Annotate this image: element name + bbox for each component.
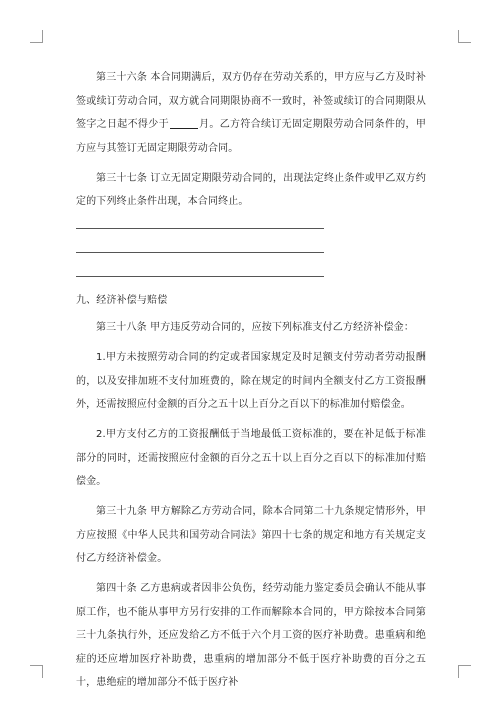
section-heading-9: 九、经济补偿与赔偿 bbox=[76, 294, 168, 306]
crop-mark-top-right bbox=[458, 30, 471, 43]
article-36 bbox=[76, 66, 426, 160]
fill-in-blank[interactable] bbox=[170, 116, 198, 129]
article-38: 第三十八条 甲方违反劳动合同的，应按下列标准支付乙方经济补偿金： bbox=[96, 322, 414, 333]
article-39: 第三十九条 甲方解除乙方劳动合同，除本合同第二十九条规定情形外，甲方应按照《中华人民共和国劳动合同法》第四十七条的规定和地方有关规定支付乙方经济补偿金。 bbox=[76, 506, 426, 564]
crop-mark-bottom-right bbox=[458, 665, 471, 678]
document-body bbox=[76, 66, 426, 701]
article-36-part1: 第三十六条 本合同期满后，双方仍存在劳动关系的，甲方应与乙方及时补签或续订劳动合同，双方就合同期限协商不一致时，补签或续订的合同期限从签字之日起不得少于 bbox=[76, 72, 426, 130]
article-37: 第三十七条 订立无固定期限劳动合同的，出现法定终止条件或甲乙双方约定的下列终止条件出现，本合同终止。 bbox=[76, 172, 426, 207]
blank-line[interactable] bbox=[76, 276, 324, 277]
article-40: 第四十条 乙方患病或者因非公负伤，经劳动能力鉴定委员会确认不能从事原工作，也不能从事甲方另行安排的工作而解除本合同的，甲方除按本合同第三十九条执行外，还应发给乙方不低于六个月工资的医疗补助费。患重病和绝症的还应增加医疗补助费，患重病的增加部分不低于医疗补助费的百分之五十，患绝症的增加部分不低于医疗补 bbox=[76, 583, 426, 688]
article-36-part2: 月。乙方符合续订无固定期限劳动合同条件的，甲方应与其签订无固定期限劳动合同。 bbox=[76, 119, 426, 154]
article-38-item-1: 1.甲方未按照劳动合同的约定或者国家规定及时足额支付劳动者劳动报酬的，以及安排加班不支付加班费的，除在规定的时间内全额支付乙方工资报酬外，还需按照应付金额的百分之五十以上百分之百以下的标准加付赔偿金。 bbox=[76, 352, 426, 410]
crop-mark-top-left bbox=[30, 30, 43, 43]
termination-conditions-blank-lines bbox=[76, 228, 324, 277]
article-38-item-2: 2.甲方支付乙方的工资报酬低于当地最低工资标准的，要在补足低于标准部分的同时，还需按照应付金额的百分之五十以上百分之百以下的标准加付赔偿金。 bbox=[76, 429, 426, 487]
blank-line[interactable] bbox=[76, 252, 324, 253]
crop-mark-bottom-left bbox=[30, 665, 43, 678]
blank-line[interactable] bbox=[76, 228, 324, 229]
